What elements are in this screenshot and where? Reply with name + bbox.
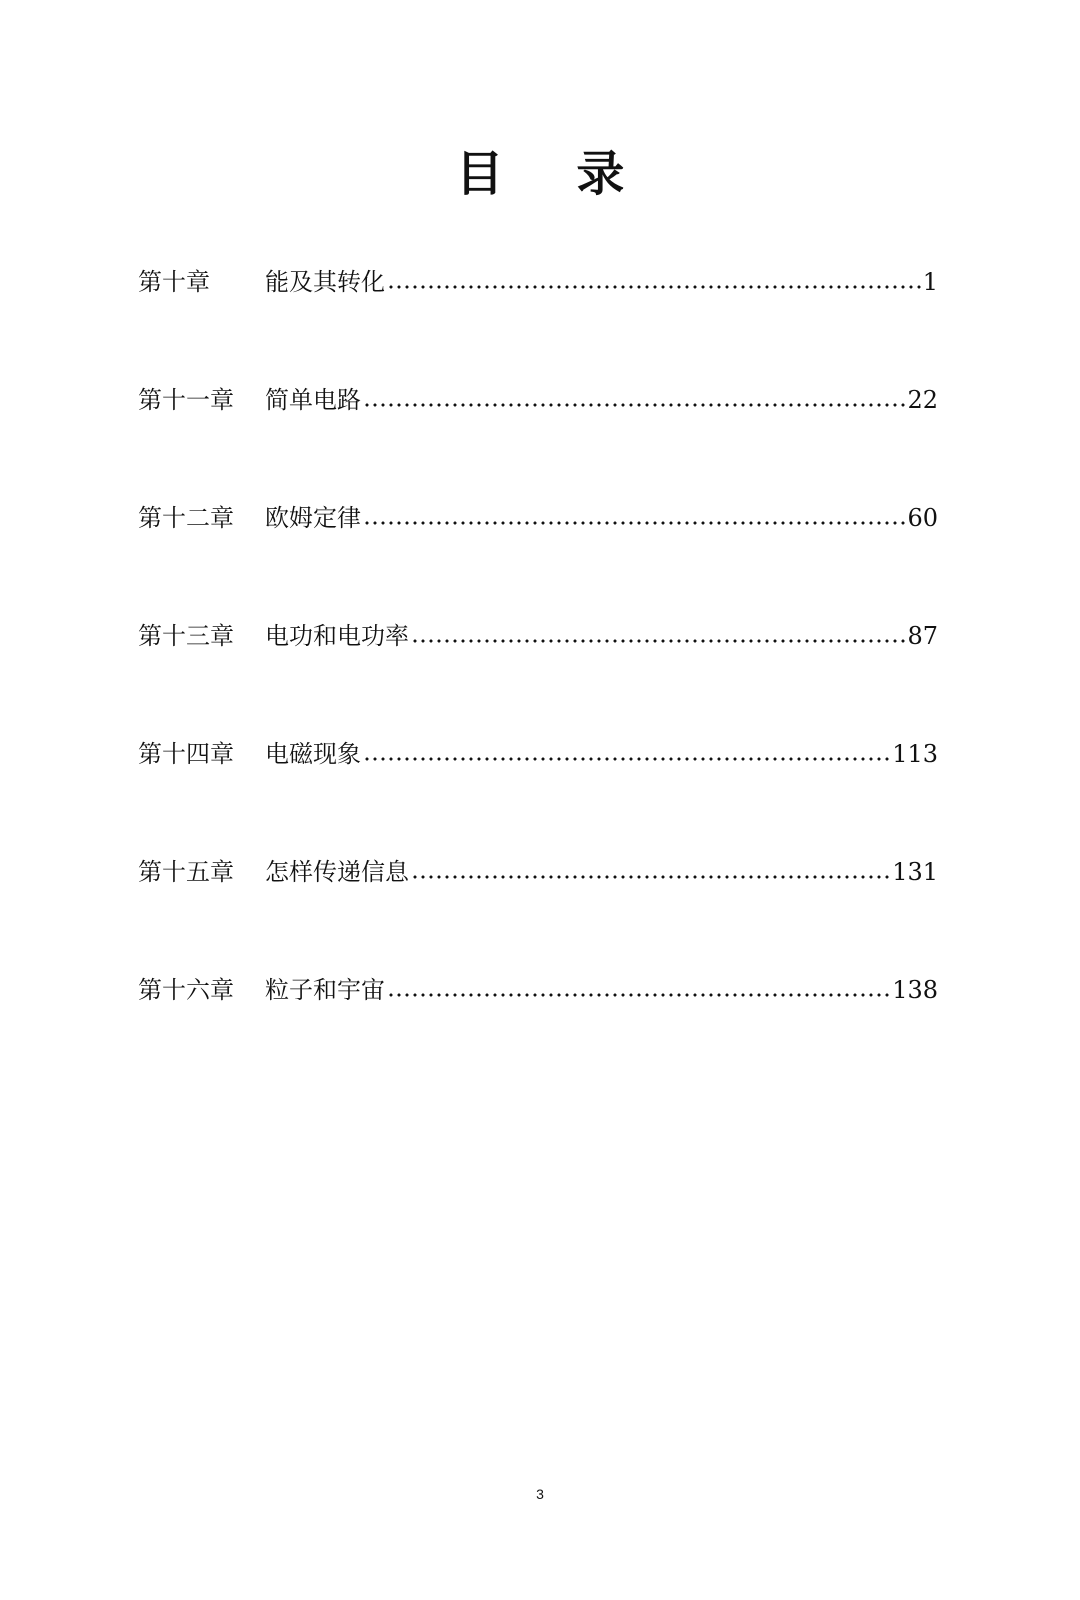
toc-chapter-title: 怎样传递信息 bbox=[265, 858, 409, 886]
page-number: 3 bbox=[536, 1486, 544, 1502]
dot-leader bbox=[363, 402, 905, 408]
toc-entry bbox=[138, 624, 938, 742]
toc-entry bbox=[138, 506, 938, 624]
toc-entry bbox=[138, 742, 938, 860]
dot-leader bbox=[411, 638, 905, 644]
toc-chapter-title: 简单电路 bbox=[265, 386, 361, 414]
dot-leader bbox=[363, 520, 905, 526]
page-title: 目 录 bbox=[455, 146, 653, 202]
toc-chapter-number: 第十六章 bbox=[138, 976, 234, 1004]
toc-entry bbox=[138, 388, 938, 506]
toc-page-number: 113 bbox=[892, 740, 938, 768]
toc-chapter-title: 粒子和宇宙 bbox=[265, 976, 385, 1004]
toc-chapter-title: 电功和电功率 bbox=[265, 622, 409, 650]
toc-chapter-number: 第十一章 bbox=[138, 386, 234, 414]
toc-page-number: 22 bbox=[907, 386, 938, 414]
toc-chapter-title: 欧姆定律 bbox=[265, 504, 361, 532]
toc-chapter-title: 电磁现象 bbox=[265, 740, 361, 768]
toc-chapter-number: 第十五章 bbox=[138, 858, 234, 886]
toc-chapter-title: 能及其转化 bbox=[265, 268, 385, 296]
toc-page-number: 138 bbox=[892, 976, 938, 1004]
toc-chapter-number: 第十章 bbox=[138, 268, 210, 296]
toc-chapter-number: 第十三章 bbox=[138, 622, 234, 650]
toc-page-number: 60 bbox=[907, 504, 938, 532]
dot-leader bbox=[363, 756, 890, 762]
dot-leader bbox=[411, 874, 890, 880]
toc-page-number: 131 bbox=[892, 858, 938, 886]
dot-leader bbox=[387, 284, 921, 290]
table-of-contents bbox=[138, 270, 938, 1096]
toc-chapter-number: 第十二章 bbox=[138, 504, 234, 532]
dot-leader bbox=[387, 992, 890, 998]
toc-entry bbox=[138, 860, 938, 978]
toc-chapter-number: 第十四章 bbox=[138, 740, 234, 768]
toc-page-number: 1 bbox=[922, 268, 938, 296]
toc-page-number: 87 bbox=[907, 622, 938, 650]
toc-entry bbox=[138, 270, 938, 388]
toc-entry bbox=[138, 978, 938, 1096]
